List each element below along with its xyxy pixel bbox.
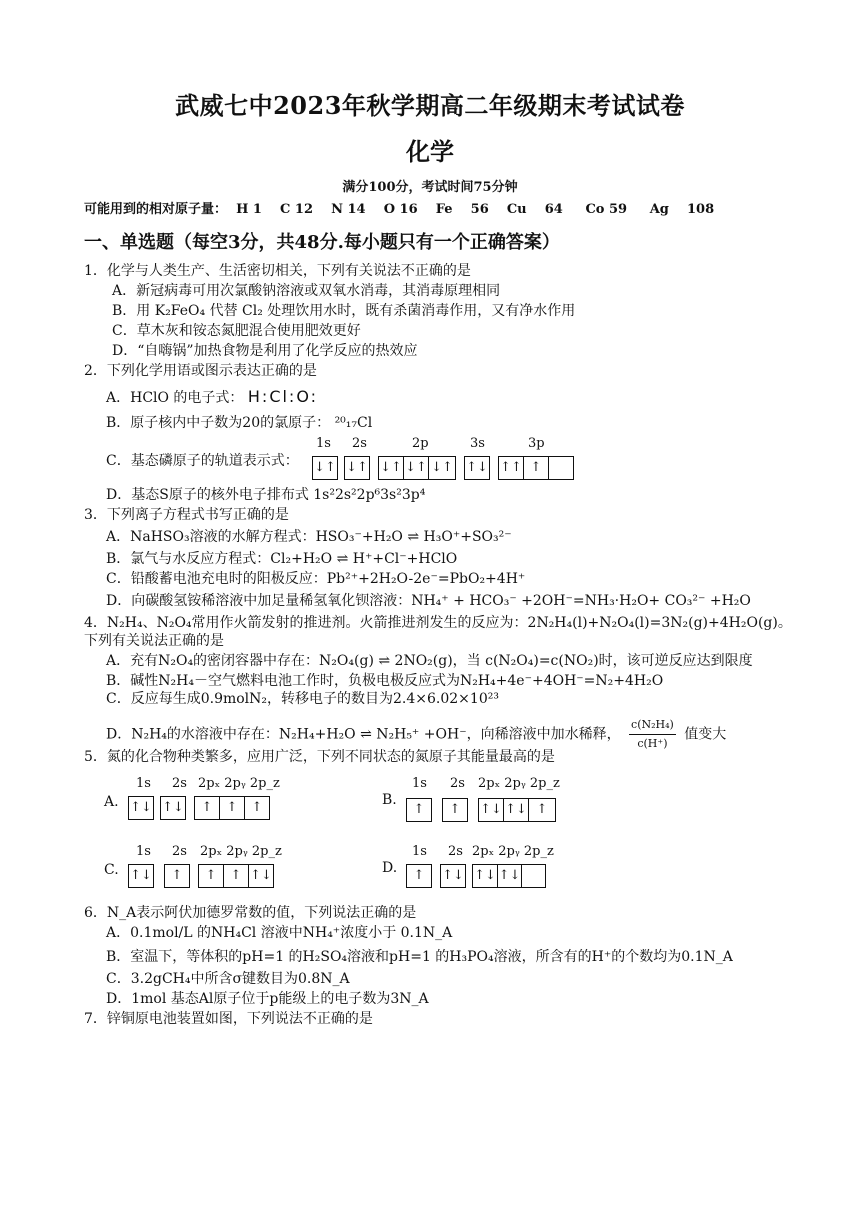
orbital-box-2p: ↓↑ ↓↑ ↓↑ [378, 456, 456, 480]
q2-option-c: C．基态磷原子的轨道表示式： [106, 453, 299, 469]
orbital-box-1s: ↓↑ [312, 456, 338, 480]
chlorine-isotope: ²⁰₁₇Cl [334, 415, 373, 431]
section-heading: 一、单选题（每空3分，共48分.每小题只有一个正确答案） [84, 232, 560, 253]
orbital-label-2s: 2s [352, 436, 367, 451]
q2-stem: 2．下列化学用语或图示表达正确的是 [84, 363, 317, 379]
concentration-ratio: $\frac{\text{c(N₂H₄)}}{c(H^+)}$ [631, 718, 674, 750]
q4-option-b: B．碱性N₂H₄－空气燃料电池工作时，负极电极反应式为N₂H₄+4e⁻+4OH⁻=N₂+4H₂O [106, 673, 664, 689]
q6-option-a: A．0.1mol/L 的NH₄Cl 溶液中NH₄⁺浓度小于 0.1N_A [106, 925, 453, 941]
orbital-label-1s: 1s [316, 436, 331, 451]
q2-option-d: D．基态S原子的核外电子排布式 1s²2s²2p⁶3s²3p⁴ [106, 487, 426, 503]
q5-option-a-letter: A. [104, 794, 119, 810]
q2-option-a: A．HClO 的电子式： H:Cl:O: [106, 387, 319, 406]
q1-option-c: C．草木灰和铵态氮肥混合使用肥效更好 [112, 323, 361, 339]
q3-option-c: C．铅酸蓄电池充电时的阳极反应：Pb²⁺+2H₂O-2e⁻=PbO₂+4H⁺ [106, 571, 526, 587]
q2-option-b: B．原子核内中子数为20的氯原子： ²⁰₁₇Cl [106, 415, 373, 431]
orbital-label-3s: 3s [470, 436, 485, 451]
q5-option-c-letter: C. [104, 862, 119, 878]
q3-stem: 3．下列离子方程式书写正确的是 [84, 507, 289, 523]
q5-b-box-2s: ↑ [442, 798, 468, 822]
orbital-box-2s: ↓↑ [344, 456, 370, 480]
q4-stem: 4．N₂H₄、N₂O₄常用作火箭发射的推进剂。火箭推进剂发生的反应为：2N₂H₄(l)+N₂O₄(l)=3N₂(g)+4H₂O(g)。 [84, 615, 792, 631]
q3-option-b: B．氯气与水反应方程式：Cl₂+H₂O ⇌ H⁺+Cl⁻+HClO [106, 551, 458, 567]
q4-option-d: D．N₂H₄的水溶液中存在：N₂H₄+H₂O ⇌ N₂H₅⁺ +OH⁻，向稀溶液中加水稀释， $\frac{\text{c(N₂H₄)}}{c(H^+)}$ 值变大 [106, 716, 726, 753]
q5-a-box-2p: ↑ ↑ ↑ [194, 796, 270, 820]
atomic-masses: 可能用到的相对原子量： H 1 C 12 N 14 O 16 Fe 56 Cu 64 Co 59 Ag 108 [84, 202, 715, 217]
q6-option-c: C．3.2gCH₄中所含σ键数目为0.8N_A [106, 971, 350, 987]
q6-option-b: B．室温下，等体积的pH=1 的H₂SO₄溶液和pH=1 的H₃PO₄溶液，所含有的H⁺的个数均为0.1N_A [106, 949, 733, 965]
q5-option-d-letter: D. [382, 860, 398, 876]
q5-b-box-2p: ↑↓ ↑↓ ↑ [478, 798, 556, 822]
q5-d-box-2p: ↑↓ ↑↓ [472, 864, 546, 888]
q5-b-box-1s: ↑ [406, 798, 432, 822]
q7-stem: 7．锌铜原电池装置如图，下列说法不正确的是 [84, 1011, 373, 1027]
q5-option-b-letter: B. [382, 792, 397, 808]
q3-option-a: A．NaHSO₃溶液的水解方程式：HSO₃⁻+H₂O ⇌ H₃O⁺+SO₃²⁻ [106, 529, 512, 545]
q4-option-c: C．反应每生成0.9molN₂，转移电子的数目为2.4×6.02×10²³ [106, 691, 499, 707]
hclo-electron-formula: H:Cl:O: [247, 387, 319, 406]
orbital-label-2p: 2p [412, 436, 429, 451]
q1-option-d: D．“自嗨锅”加热食物是利用了化学反应的热效应 [112, 343, 418, 359]
orbital-box-3p: ↑↑ ↑ [498, 456, 574, 480]
exam-page: 武威七中2023年秋学期高二年级期末考试试卷 化学 满分100分，考试时间75分钟 可能用到的相对原子量： H 1 C 12 N 14 O 16 Fe 56 Cu 64 Co 59 Ag 108 一、单选题（每空3分，共48分.每小题只有一个正确答案） 1．化学与人类生产、生活密切相关，下列有关说法不正确的是 A．新冠病毒可用次氯酸钠溶液或双氧水消毒，其消毒原理相同 B．用 K₂FeO₄ 代替 Cl₂ 处理饮用水时，既有杀菌消毒作用，又有净水作用 C．草木灰和铵态氮肥混合使用肥效更好 D．“自嗨锅”加热食物是利用了化学反应的热效应 2．下列化学用语或图示表达正确的是 A．HClO 的电子式： H:Cl:O: B．原子核内中子数为20的氯原子： ²⁰₁₇Cl C．基态磷原子的轨道表示式： 1s 2s 2p 3s 3p ↓↑ ↓↑ ↓↑ ↓↑ ↓↑ ↑↓ ↑↑ ↑ D．基态S原子的核外电子排布式 1s²2s²2p⁶3s²3p⁴ 3．下列离子方程式书写正确的是 A．NaHSO₃溶液的水解方程式：HSO₃⁻+H₂O ⇌ H₃O⁺+SO₃²⁻ B．氯气与水反应方程式：Cl₂+H₂O ⇌ H⁺+Cl⁻+HClO C．铅酸蓄电池充电时的阳极反应：Pb²⁺+2H₂O-2e⁻=PbO₂+4H⁺ D．向碳酸氢铵稀溶液中加足量稀氢氧化钡溶液：NH₄⁺ + HCO₃⁻ +2OH⁻=NH₃·H₂O+ CO₃²⁻ +H₂O 4．N₂H₄、N₂O₄常用作火箭发射的推进剂。火箭推进剂发生的反应为：2N₂H₄(l)+N₂O₄(l)=3N₂(g)+4H₂O(g)。 下列有关说法正确的是 A．充有N₂O₄的密闭容器中存在：N₂O₄(g) ⇌ 2NO₂(g)，当 c(N₂O₄)=c(NO₂)时，该可逆反应达到限度 B．碱性N₂H₄－空气燃料电池工作时，负极电极反应式为N₂H₄+4e⁻+4OH⁻=N₂+4H₂O C．反应每生成0.9molN₂，转移电子的数目为2.4×6.02×10²³ D．N₂H₄的水溶液中存在：N₂H₄+H₂O ⇌ N₂H₅⁺ +OH⁻，向稀溶液中加水稀释， $\frac{\text{c(N₂H₄)}}{c(H^+)}$ 值变大 5．氮的化合物种类繁多，应用广泛，下列不同状态的氮原子其能量最高的是 A. 1s 2s 2pₓ 2pᵧ 2p_z ↑↓ ↑↓ ↑ ↑ ↑ B. 1s 2s 2pₓ 2pᵧ 2p_z ↑ ↑ ↑↓ ↑↓ ↑ C. 1s 2s 2pₓ 2pᵧ 2p_z ↑↓ ↑ ↑ ↑ ↑↓ D. 1s 2s 2pₓ 2pᵧ 2p_z ↑ ↑↓ ↑↓ ↑↓ 6．N_A表示阿伏加德罗常数的值，下列说法正确的是 A．0.1mol/L 的NH₄Cl 溶液中NH₄⁺浓度小于 0.1N_A B．室温下，等体积的pH=1 的H₂SO₄溶液和pH=1 的H₃PO₄溶液，所含有的H⁺的个数均为0.1N_A C．3.2gCH₄中所含σ键数目为0.8N_A D．1mol 基态Al原子位于p能级上的电子数为3N_A 7．锌铜原电池装置如图，下列说法不正确的是 [0, 0, 860, 1216]
q5-d-box-2s: ↑↓ [440, 864, 466, 888]
q5-c-box-1s: ↑↓ [128, 864, 154, 888]
subject-title: 化学 [406, 137, 454, 166]
q6-stem: 6．N_A表示阿伏加德罗常数的值，下列说法正确的是 [84, 905, 417, 921]
orbital-box-3s: ↑↓ [464, 456, 490, 480]
q1-option-a: A．新冠病毒可用次氯酸钠溶液或双氧水消毒，其消毒原理相同 [112, 283, 501, 299]
q5-c-box-2p: ↑ ↑ ↑↓ [198, 864, 274, 888]
q1-option-b: B．用 K₂FeO₄ 代替 Cl₂ 处理饮用水时，既有杀菌消毒作用，又有净水作用 [112, 303, 576, 319]
page-title: 武威七中2023年秋学期高二年级期末考试试卷 [175, 91, 685, 120]
q5-d-box-1s: ↑ [406, 864, 432, 888]
exam-meta: 满分100分，考试时间75分钟 [342, 180, 518, 195]
orbital-label-3p: 3p [528, 436, 545, 451]
q4-option-a: A．充有N₂O₄的密闭容器中存在：N₂O₄(g) ⇌ 2NO₂(g)，当 c(N₂O₄)=c(NO₂)时，该可逆反应达到限度 [106, 653, 753, 669]
q3-option-d: D．向碳酸氢铵稀溶液中加足量稀氢氧化钡溶液：NH₄⁺ + HCO₃⁻ +2OH⁻=NH₃·H₂O+ CO₃²⁻ +H₂O [106, 593, 751, 609]
q6-option-d: D．1mol 基态Al原子位于p能级上的电子数为3N_A [106, 991, 429, 1007]
q5-c-box-2s: ↑ [164, 864, 190, 888]
q1-stem: 1．化学与人类生产、生活密切相关，下列有关说法不正确的是 [84, 263, 471, 279]
q5-a-box-1s: ↑↓ [128, 796, 154, 820]
q4-stem-cont: 下列有关说法正确的是 [84, 633, 224, 649]
q5-a-box-2s: ↑↓ [160, 796, 186, 820]
q5-stem: 5．氮的化合物种类繁多，应用广泛，下列不同状态的氮原子其能量最高的是 [84, 749, 555, 765]
